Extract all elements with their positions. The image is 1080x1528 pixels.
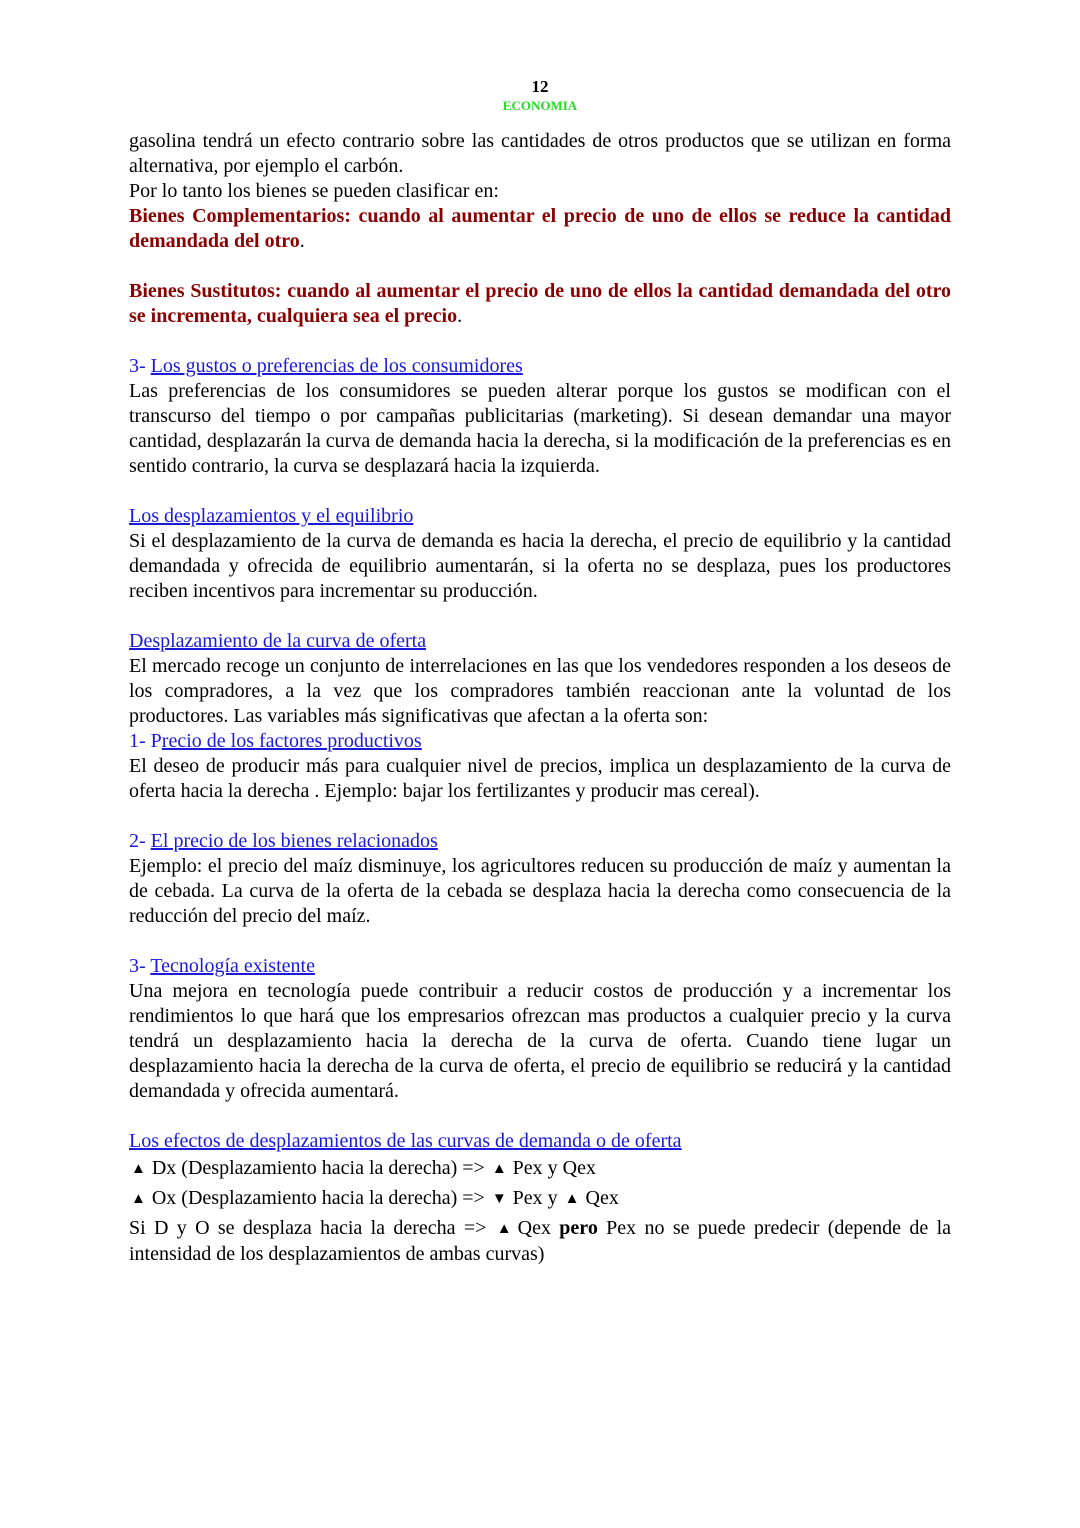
paragraph: Ejemplo: el precio del maíz disminuye, los agricultores reducen su producción de maíz y aumentan la de cebada. La curva de la oferta de la cebada se desplaza hacia la derecha como consecuencia de la reducción del precio del maíz. bbox=[129, 855, 951, 927]
effect-text: Qex bbox=[517, 1217, 560, 1239]
heading-number: 2- bbox=[129, 830, 151, 852]
up-triangle-icon: ▲ bbox=[564, 1191, 580, 1207]
definition-text: Bienes Sustitutos: cuando al aumentar el precio de uno de ellos la cantidad demandada del otro se incrementa, cualquiera sea el precio bbox=[129, 280, 951, 327]
heading-factores bbox=[129, 729, 951, 754]
effect-text: Dx (Desplazamiento hacia la derecha) => bbox=[151, 1157, 485, 1179]
definition-sustitutos bbox=[129, 279, 951, 329]
down-triangle-icon: ▼ bbox=[491, 1191, 507, 1207]
paragraph: El mercado recoge un conjunto de interrelaciones en las que los vendedores responden a los deseos de los compradores, a la vez que los compradores también reaccionan ante la voluntad de los productores. Las variables más significativas que afectan a la oferta son: bbox=[129, 655, 951, 727]
heading-bienes-relacionados bbox=[129, 829, 951, 854]
paragraph: Una mejora en tecnología puede contribuir a reducir costos de producción y a incrementar los rendimientos lo que hará que los empresarios ofrezcan mas productos a cualquier precio y la curva tendrá un desplazamiento hacia la derecha de la curva de oferta. Cuando tiene lugar un desplazamiento hacia la derecha de la curva de oferta, el precio de equilibrio se reducirá y la cantidad demandada y ofrecida aumentará. bbox=[129, 980, 951, 1102]
heading-equilibrio[interactable]: Los desplazamientos y el equilibrio bbox=[129, 505, 414, 527]
paragraph: Por lo tanto los bienes se pueden clasificar en: bbox=[129, 180, 499, 202]
heading-efectos[interactable]: Los efectos de desplazamientos de las curvas de demanda o de oferta bbox=[129, 1130, 682, 1152]
heading-tecnologia bbox=[129, 954, 951, 979]
paragraph: Si el desplazamiento de la curva de demanda es hacia la derecha, el precio de equilibrio y la cantidad demandada y ofrecida de equilibrio aumentarán, si la oferta no se desplaza, pues los productores reciben incentivos para incrementar su producción. bbox=[129, 530, 951, 602]
paragraph: gasolina tendrá un efecto contrario sobre las cantidades de otros productos que se utilizan en forma alternativa, por ejemplo el carbón. bbox=[129, 130, 951, 177]
heading-link[interactable]: Los gustos o preferencias de los consumidores bbox=[150, 355, 523, 377]
page-number: 12 bbox=[531, 77, 549, 96]
effect-bold: pero bbox=[559, 1217, 598, 1239]
effect-text: Pex y Qex bbox=[512, 1157, 596, 1179]
up-triangle-icon: ▲ bbox=[491, 1161, 507, 1177]
heading-link[interactable]: recio de los factores productivos bbox=[161, 730, 422, 752]
period: . bbox=[457, 305, 463, 327]
heading-number: 3- bbox=[129, 355, 151, 377]
document-body bbox=[129, 129, 951, 1267]
up-triangle-icon: ▲ bbox=[496, 1221, 512, 1237]
definition-text: Bienes Complementarios: cuando al aumentar el precio de uno de ellos se reduce la cantidad demandada del otro bbox=[129, 205, 951, 252]
effect-line-supply bbox=[129, 1184, 951, 1214]
paragraph: Las preferencias de los consumidores se pueden alterar porque los gustos se modifican con el transcurso del tiempo o por campañas publicitarias (marketing). Si desean demandar una mayor cantidad, desplazarán la curva de demanda hacia la derecha, si la modificación de la preferencias es en sentido contrario, la curva se desplazará hacia la izquierda. bbox=[129, 380, 951, 477]
effect-text: Qex bbox=[585, 1187, 619, 1209]
up-triangle-icon: ▲ bbox=[131, 1191, 146, 1207]
effect-text: Si D y O se desplaza hacia la derecha => bbox=[129, 1217, 487, 1239]
effect-line-demand bbox=[129, 1154, 951, 1184]
up-triangle-icon: ▲ bbox=[131, 1161, 146, 1177]
heading-gustos bbox=[129, 354, 951, 379]
heading-number: 1- P bbox=[129, 730, 162, 752]
effect-text: Pex y bbox=[512, 1187, 558, 1209]
paragraph: El deseo de producir más para cualquier nivel de precios, implica un desplazamiento de la curva de oferta hacia la derecha . Ejemplo: bajar los fertilizantes y producir mas cereal). bbox=[129, 755, 951, 802]
effect-line-both bbox=[129, 1216, 951, 1267]
heading-link[interactable]: Tecnología existente bbox=[150, 955, 315, 977]
section-title: ECONOMIA bbox=[502, 98, 578, 113]
heading-number: 3- bbox=[129, 955, 151, 977]
heading-link[interactable]: El precio de los bienes relacionados bbox=[150, 830, 438, 852]
effect-text: Ox (Desplazamiento hacia la derecha) => bbox=[151, 1187, 485, 1209]
period: . bbox=[299, 230, 305, 252]
effect-text: Pex no se puede predecir (depende de la intensidad de los desplazamientos de ambas curvas) bbox=[129, 1217, 952, 1265]
definition-complementarios bbox=[129, 204, 951, 254]
heading-oferta[interactable]: Desplazamiento de la curva de oferta bbox=[129, 630, 427, 652]
